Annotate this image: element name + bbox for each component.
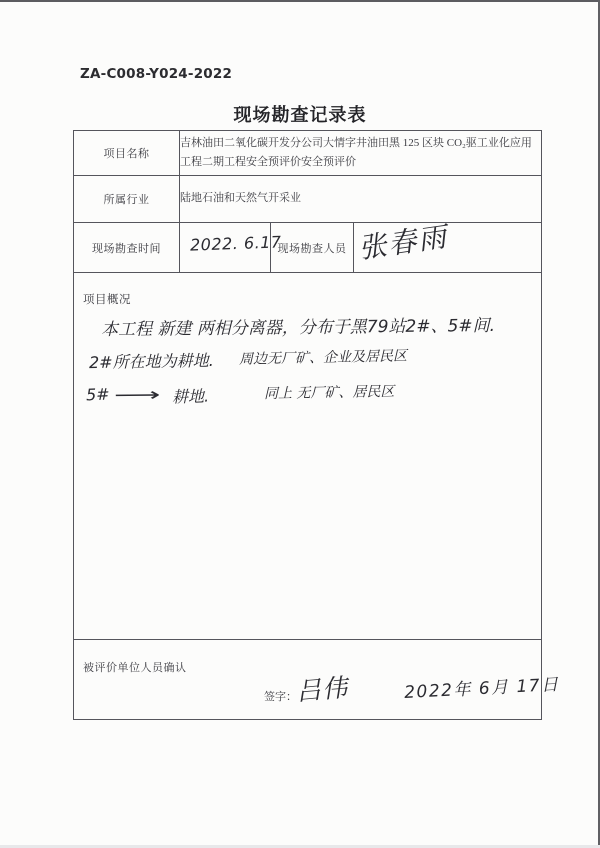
overview-handwriting-line2b: 周边无厂矿、企业及居民区 (238, 348, 408, 368)
survey-time-label: 现场勘查时间 (74, 223, 180, 273)
overview-handwriting-line3a: 5# (85, 384, 110, 405)
industry-label: 所属行业 (74, 176, 180, 223)
surveyor-signature-handwriting: 张春雨 (356, 219, 451, 266)
project-name-label: 项目名称 (74, 131, 180, 176)
confirmation-cell (74, 640, 561, 720)
doc-number: ZA-C008-Y024-2022 (80, 66, 233, 82)
form-title: 现场勘查记录表 (233, 105, 367, 125)
row-project-name (74, 131, 542, 176)
confirmation-label: 被评价单位人员确认 (83, 662, 187, 674)
overview-label: 项目概况 (83, 294, 131, 306)
row-overview (74, 273, 542, 640)
row-industry (74, 176, 542, 223)
overview-handwriting-line3c: 同上 无厂矿、居民区 (263, 383, 395, 403)
signature-field-label: 签字： (264, 691, 297, 703)
scan-edge-top (0, 0, 600, 2)
row-confirmation (74, 640, 542, 720)
surveyor-signature-cell (354, 219, 542, 273)
project-name-value: 吉林油田二氧化碳开发分公司大情字井油田黑 125 区块 CO₂驱工业化应用工程二期工程安全预评价安全预评价 (180, 131, 542, 176)
overview-handwriting-arrow: ⟶ (113, 384, 161, 406)
overview-handwriting-line3b: 耕地. (171, 386, 210, 407)
overview-cell (74, 273, 542, 640)
confirm-signature-handwriting: 吕伟 (294, 672, 350, 707)
survey-form-table (73, 130, 561, 720)
overview-handwriting-line1: 本工程 新建 两相分离器，分布于黑79站2#、5#间. (100, 315, 496, 341)
survey-date-handwriting: 2022. 6.17 (189, 232, 282, 255)
confirm-date-handwriting: 2022年 6月 17日 (403, 674, 561, 704)
industry-value: 陆地石油和天然气开采业 (180, 176, 542, 223)
surveyor-label: 现场勘查人员 (271, 223, 354, 273)
survey-time-value-cell (180, 223, 282, 273)
row-survey-time (74, 223, 542, 273)
overview-handwriting-line2a: 2#所在地为耕地. (88, 350, 214, 373)
